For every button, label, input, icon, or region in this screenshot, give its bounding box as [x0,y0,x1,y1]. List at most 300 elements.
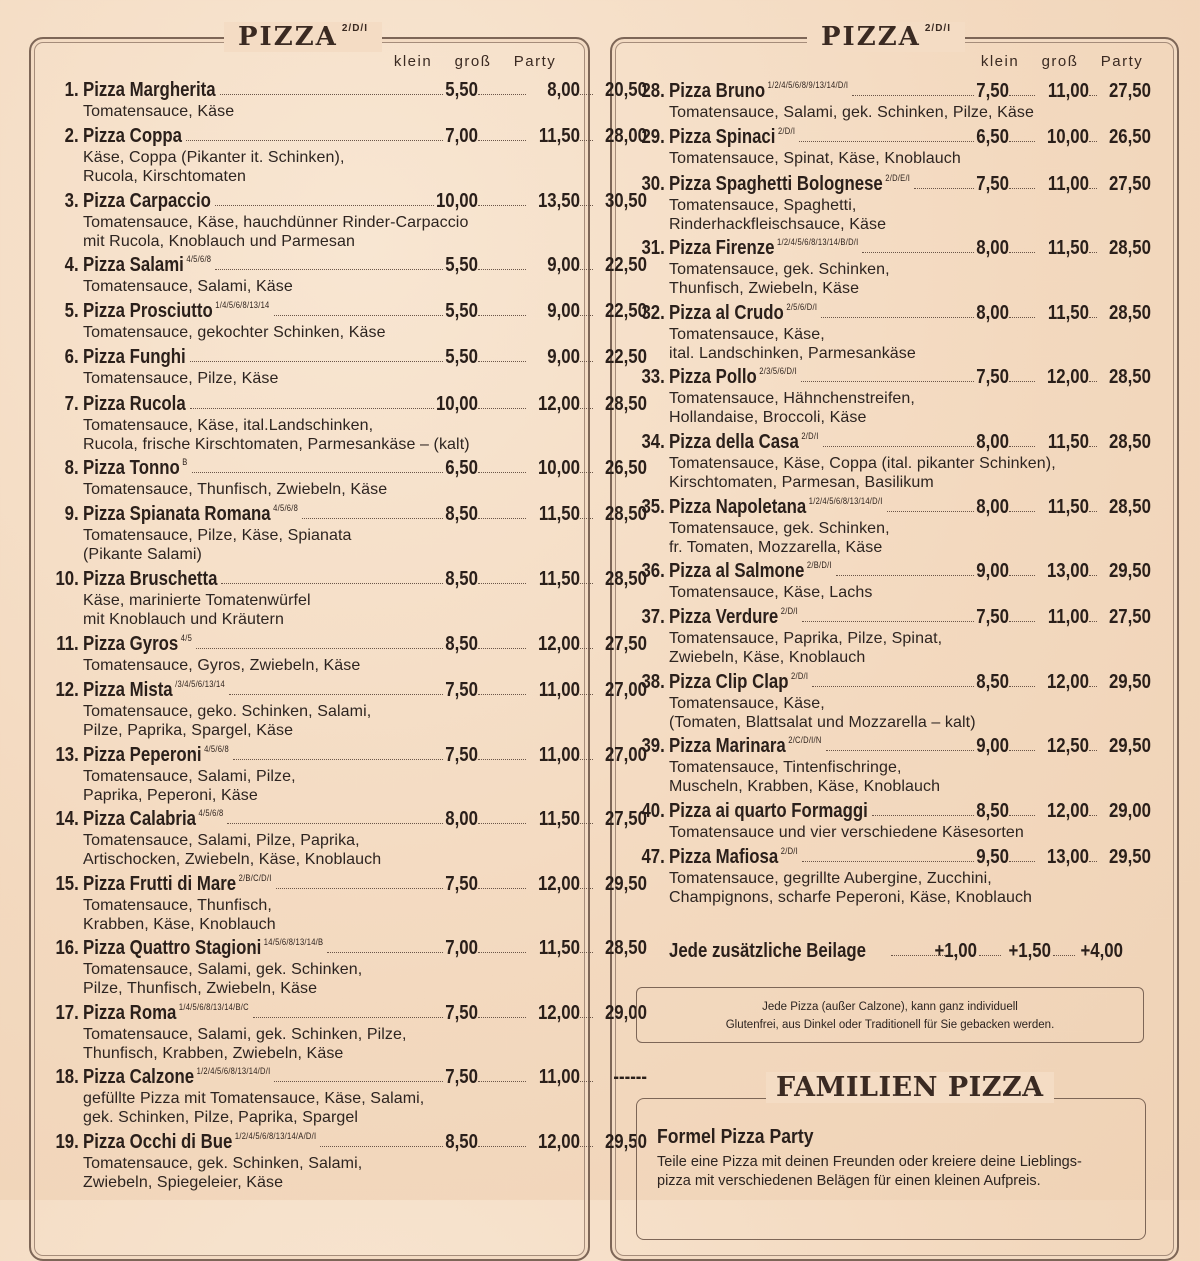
item-number: 13. [55,744,79,766]
dot-leader [1009,511,1035,512]
item-description: Tomatensauce, Hähnchenstreifen, [669,390,915,407]
dot-leader [1089,621,1097,622]
dot-leader [1009,446,1035,447]
item-number: 3. [64,190,79,212]
price-klein: 8,00 [976,496,1009,518]
price-klein: 6,50 [976,126,1009,148]
dot-leader [1009,815,1035,816]
item-name [669,431,819,454]
item-name-text: Pizza Gyros [83,633,179,655]
menu-item [64,125,647,186]
item-description: Tomatensauce, Salami, Pilze, [83,768,296,785]
price-klein: 8,00 [976,431,1009,453]
dot-leader [478,1146,526,1147]
allergen-codes: 2/D/I [791,671,809,681]
price-party: 29,50 [1108,735,1151,757]
price-klein: 8,50 [445,633,478,655]
item-number: 4. [64,254,79,276]
item-name [83,254,211,277]
item-name-text: Pizza Spinaci [669,126,776,148]
menu-item-line [641,366,1189,390]
item-number: 40. [641,800,665,822]
item-description: Tomatensauce, Gyros, Zwiebeln, Käse [83,657,361,674]
menu-item [55,937,647,998]
menu-item [641,800,1189,843]
price-gross: 12,00 [537,873,580,895]
header-klein: klein [980,53,1020,70]
item-description: Tomatensauce, Käse [83,103,235,120]
allergen-codes: 2/3/5/6/D/I [759,366,797,376]
item-name [83,744,229,767]
dot-leader [478,888,526,889]
item-name [83,679,225,702]
item-name [83,457,188,480]
item-number: 30. [641,173,665,195]
header-party: Party [1100,53,1144,70]
price-gross: 8,00 [547,79,580,101]
dot-leader [580,952,593,953]
dot-leader [478,823,526,824]
allergen-codes: /3/4/5/6/13/14 [175,679,225,689]
price-party: 26,50 [1108,126,1151,148]
item-number: 34. [641,431,665,453]
price-gross: 13,00 [1046,846,1089,868]
item-name-text: Pizza Quattro Stagioni [83,937,262,959]
item-number: 38. [641,671,665,693]
item-description: Thunfisch, Zwiebeln, Käse [669,279,860,297]
menu-item [641,126,1189,169]
item-name-text: Pizza Tonno [83,457,180,479]
menu-item [64,346,647,389]
item-name-text: Pizza Margherita [83,79,216,101]
menu-item-line [55,937,647,961]
dot-leader [478,583,526,584]
item-number: 7. [64,393,79,415]
item-number: 2. [64,125,79,147]
item-name-text: Pizza della Casa [669,431,799,453]
menu-item [64,254,647,297]
allergen-codes: 4/5/6/8 [186,254,212,264]
menu-item [641,846,1189,907]
dot-leader [274,315,444,316]
price-party: 29,00 [1108,800,1151,822]
menu-item [55,1002,647,1063]
price-klein: 7,50 [976,606,1009,628]
dot-leader [836,575,975,576]
price-party: 20,50 [604,79,647,101]
price-klein: 9,00 [976,560,1009,582]
item-description: Käse, Coppa (Pikanter it. Schinken), [83,149,345,166]
item-name-text: Pizza Coppa [83,125,182,147]
price-klein: 7,50 [445,873,478,895]
right-column-title: PIZZA $^{2/D/I}$ [807,22,965,52]
dot-leader [1009,750,1035,751]
item-description: Tomatensauce, Thunfisch, Zwiebeln, Käse [83,481,388,498]
item-name-text: Pizza Marinara [669,735,786,757]
dot-leader [580,269,593,270]
item-description: Tomatensauce, Salami, gek. Schinken, [83,961,363,978]
extra-topping-label: Jede zusätzliche Beilage [669,940,867,962]
price-gross: 10,00 [1046,126,1089,148]
item-number: 31. [641,237,665,259]
dot-leader [478,140,526,141]
menu-item-line [641,735,1189,759]
item-description: Tomatensauce, Spinat, Käse, Knoblauch [669,150,961,167]
allergen-codes: 1/2/4/5/6/8/13/14/D/I [196,1066,271,1076]
price-gross: 11,50 [538,503,580,525]
price-party: 22,50 [604,254,647,276]
price-gross: 11,50 [1047,302,1089,324]
price-gross: 11,00 [1047,606,1089,628]
price-party: 27,50 [604,633,647,655]
menu-item [64,503,647,564]
item-name-text: Pizza Calabria [83,808,196,830]
allergen-codes: 1/2/4/5/6/8/13/14/B/D/I [777,237,859,247]
menu-item [64,300,647,343]
item-description: Tomatensauce und vier verschiedene Käsesorten [669,824,1024,841]
item-name [83,79,216,102]
item-name [83,1131,316,1154]
allergen-codes: 1/4/5/6/8/13/14/B/C [178,1002,249,1012]
menu-item-line [641,237,1189,261]
dot-leader [478,952,526,953]
item-name [669,846,798,869]
item-number: 11. [56,633,79,655]
menu-item-line [64,346,647,370]
dot-leader [274,1081,443,1082]
item-name-text: Pizza Firenze [669,237,775,259]
item-description: Tomatensauce, Pilze, Käse [83,370,279,387]
right-column-headers [970,53,1154,70]
dot-leader [1009,317,1035,318]
menu-item-line [641,560,1189,584]
price-klein: 8,00 [976,237,1009,259]
price-party: 29,50 [1108,846,1151,868]
menu-item-line [55,744,647,768]
allergen-codes: 1/2/4/5/6/8/13/14/A/D/I [234,1131,317,1141]
item-description: Tomatensauce, gek. Schinken, Salami, [83,1155,363,1172]
familien-pizza-description [657,1153,1082,1191]
price-gross: 9,00 [547,300,580,322]
dot-leader [580,1017,593,1018]
menu-item-line [641,302,1189,326]
item-name [669,237,858,260]
price-klein: 8,50 [445,503,478,525]
menu-item [641,496,1189,557]
price-klein: 7,50 [976,80,1009,102]
item-description: Tomatensauce, Salami, Käse [83,278,293,295]
item-name [83,808,223,831]
dot-leader [478,315,526,316]
price-party: 28,50 [604,568,647,590]
dot-leader [1009,575,1035,576]
allergen-codes: 2/C/D/I/N [788,735,822,745]
item-description: mit Knoblauch und Kräutern [83,610,284,628]
item-description: Tomatensauce, Pilze, Käse, Spianata [83,527,352,544]
dot-leader [276,888,444,889]
dot-leader [580,140,593,141]
dot-leader [1089,686,1097,687]
item-number: 32. [641,302,665,324]
item-number: 17. [55,1002,79,1024]
price-party: 22,50 [604,300,647,322]
dot-leader [801,381,974,382]
item-name-text: Pizza Spianata Romana [83,503,271,525]
item-name [669,671,808,694]
menu-item-line [55,1002,647,1026]
price-gross: +1,50 [1008,940,1051,962]
price-gross: 11,50 [1047,237,1089,259]
dot-leader [220,94,444,95]
menu-item-line [641,846,1189,870]
menu-item-line [55,568,647,592]
menu-item [55,1066,647,1127]
item-description: (Tomaten, Blattsalat und Mozzarella – kalt) [669,713,976,731]
dot-leader [1009,686,1035,687]
dot-leader [802,861,974,862]
menu-item [55,568,647,629]
dot-leader [1089,141,1097,142]
item-description: Rucola, Kirschtomaten [83,167,247,185]
allergen-codes: 2/D/I [780,606,799,616]
price-party: 27,50 [604,808,647,830]
item-number: 10. [55,568,79,590]
price-gross: 11,50 [1047,496,1089,518]
price-party: 28,50 [1108,302,1151,324]
price-party: 29,50 [604,873,647,895]
item-description: Tomatensauce, Käse, [669,695,825,712]
item-description: Tomatensauce, gekochter Schinken, Käse [83,324,386,341]
item-description: fr. Tomaten, Mozzarella, Käse [669,538,883,556]
dot-leader [478,1017,526,1018]
item-description: Tomatensauce, geko. Schinken, Salami, [83,703,372,720]
item-name-text: Pizza Occhi di Bue [83,1131,233,1153]
item-number: 28. [641,80,665,102]
dot-leader [1009,381,1035,382]
menu-item-line [64,125,647,149]
item-name-text: Pizza Calzone [83,1066,195,1088]
item-description: Tomatensauce, Käse, Coppa (ital. pikanter Schinken), [669,455,1056,472]
item-name-text: Pizza Pollo [669,366,757,388]
item-description: Tomatensauce, Käse, hauchdünner Rinder-Carpaccio [83,214,469,231]
dot-leader [229,694,443,695]
item-number: 37. [641,606,665,628]
item-name-text: Pizza Mista [83,679,173,701]
menu-item-line [641,671,1189,695]
dot-leader [1089,750,1097,751]
price-party: 29,50 [604,1131,647,1153]
dot-leader [1009,621,1035,622]
item-description: Tomatensauce, Salami, Pilze, Paprika, [83,832,360,849]
item-name [669,366,797,389]
item-name [83,393,186,416]
item-description: Krabben, Käse, Knoblauch [83,915,276,933]
allergen-codes: 1/2/4/5/6/8/9/13/14/D/I [767,80,849,90]
item-description: Tomatensauce, Paprika, Pilze, Spinat, [669,630,943,647]
price-gross: 12,00 [537,633,580,655]
familien-desc-line-1: Teile eine Pizza mit deinen Freunden oder kreiere deine Lieblings- [657,1154,1082,1170]
item-name-text: Pizza Napoletana [669,496,807,518]
dot-leader [215,205,434,206]
price-party: 28,50 [604,937,647,959]
price-klein: 7,50 [976,173,1009,195]
item-name-text: Pizza Bruno [669,80,766,102]
price-klein: 10,00 [435,393,478,415]
menu-item-line [55,808,647,832]
allergen-codes: 2/D/E/I [885,173,911,183]
dot-leader [1089,252,1097,253]
price-party: 28,50 [1108,496,1151,518]
item-description: Tomatensauce, Thunfisch, [83,897,272,914]
menu-item-line [64,503,647,527]
header-gross: groß [1041,53,1079,70]
price-klein: 8,50 [445,1131,478,1153]
item-description: Tomatensauce, Tintenfischringe, [669,759,902,776]
price-gross: 13,00 [1046,560,1089,582]
price-klein: 5,50 [445,254,478,276]
price-klein: 10,00 [435,190,478,212]
item-description: Artischocken, Zwiebeln, Käse, Knoblauch [83,850,382,868]
price-klein: 7,00 [445,125,478,147]
item-number: 36. [641,560,665,582]
menu-item [55,1131,647,1192]
allergen-codes: 14/5/6/8/13/14/B [263,937,324,947]
item-name [669,606,798,629]
price-gross: 11,50 [1047,431,1089,453]
item-description: gefüllte Pizza mit Tomatensauce, Käse, Salami, [83,1090,425,1107]
price-party: 27,50 [1108,606,1151,628]
item-name-text: Pizza Roma [83,1002,177,1024]
price-gross: 11,50 [538,125,580,147]
menu-item-line [64,300,647,324]
item-description: Tomatensauce, Salami, gek. Schinken, Pilze, [83,1026,407,1043]
price-gross: 12,00 [1046,366,1089,388]
header-klein: klein [393,53,433,70]
item-description: Muscheln, Krabben, Käse, Knoblauch [669,777,941,795]
dot-leader [478,205,526,206]
price-klein: 8,00 [976,302,1009,324]
menu-item [641,80,1189,123]
item-name [669,126,795,149]
price-party: 28,50 [1108,366,1151,388]
item-number: 29. [641,126,665,148]
price-klein: 7,50 [976,366,1009,388]
item-name-text: Pizza Peperoni [83,744,202,766]
item-name [83,346,186,369]
price-klein: 8,50 [976,671,1009,693]
item-name-text: Pizza Clip Clap [669,671,789,693]
menu-item-line [641,496,1189,520]
note-line-2: Glutenfrei, aus Dinkel oder Traditionell für Sie gebacken werden. [725,1019,1055,1031]
price-gross: 11,00 [1047,173,1089,195]
price-gross: 10,00 [537,457,580,479]
item-name-text: Pizza Carpaccio [83,190,211,212]
item-number: 6. [64,346,79,368]
menu-item-line [64,190,647,214]
familien-desc-line-2: pizza mit verschiedenen Belägen für einen kleinen Aufpreis. [657,1173,1041,1189]
dot-leader [1089,381,1097,382]
item-description: Zwiebeln, Spiegeleier, Käse [83,1173,284,1191]
price-gross: 11,00 [538,744,580,766]
item-description: Paprika, Peperoni, Käse [83,786,258,804]
item-name [83,937,323,960]
item-description: Tomatensauce, gek. Schinken, [669,520,890,537]
menu-item [64,393,647,454]
price-gross: 12,00 [537,1002,580,1024]
item-description: Champignons, scharfe Peperoni, Käse, Knoblauch [669,888,1033,906]
price-gross: 11,50 [538,937,580,959]
price-klein: +1,00 [934,940,977,962]
dot-leader [190,408,434,409]
dot-leader [478,1081,526,1082]
dot-leader [812,686,974,687]
menu-item [641,560,1189,603]
item-description: Tomatensauce, gek. Schinken, [669,261,890,278]
dot-leader [1089,511,1097,512]
price-klein: 9,50 [976,846,1009,868]
allergen-codes: 2/B/C/D/I [238,873,272,883]
allergen-codes: 4/5/6/8 [198,808,224,818]
price-gross: 13,50 [537,190,580,212]
item-number: 19. [55,1131,79,1153]
item-description: Tomatensauce, Käse, Lachs [669,584,873,601]
dot-leader [580,759,593,760]
dot-leader [821,317,974,318]
menu-item-line [641,173,1189,197]
price-klein: 7,50 [445,744,478,766]
item-number: 18. [55,1066,79,1088]
price-gross: 11,50 [538,808,580,830]
menu-item [55,679,647,740]
price-party: 26,50 [604,457,647,479]
header-gross: groß [454,53,492,70]
dot-leader [580,315,593,316]
item-description: (Pikante Salami) [83,545,202,563]
price-klein: 5,50 [445,300,478,322]
dot-leader [580,823,593,824]
menu-item [641,431,1189,492]
price-party: 29,50 [1108,671,1151,693]
price-party: 27,50 [1108,80,1151,102]
menu-item [641,302,1189,363]
menu-item [641,366,1189,427]
item-number: 15. [55,873,79,895]
item-name-text: Pizza Prosciutto [83,300,213,322]
menu-item-line [641,606,1189,630]
menu-item-line [64,79,647,103]
price-klein: 7,50 [445,1002,478,1024]
allergen-codes: 2/B/D/I [806,560,832,570]
item-description: Tomatensauce, Spaghetti, [669,197,857,214]
dot-leader [1009,861,1035,862]
item-number: 5. [64,300,79,322]
allergen-codes: 2/5/6/D/I [786,302,818,312]
dot-leader [478,694,526,695]
item-name-text: Pizza Rucola [83,393,186,415]
allergen-codes: B [182,457,188,467]
dot-leader [215,269,443,270]
dot-leader [221,583,443,584]
item-name [669,80,848,103]
price-klein: 7,50 [445,1066,478,1088]
allergen-codes: 1/4/5/6/8/13/14 [215,300,270,310]
menu-item [64,457,647,500]
dot-leader [1089,861,1097,862]
allergen-codes: 4/5/6/8 [273,503,299,513]
item-number: 39. [641,735,665,757]
allergen-codes: 1/2/4/5/6/8/13/14/D/I [808,496,883,506]
menu-item [64,190,647,251]
